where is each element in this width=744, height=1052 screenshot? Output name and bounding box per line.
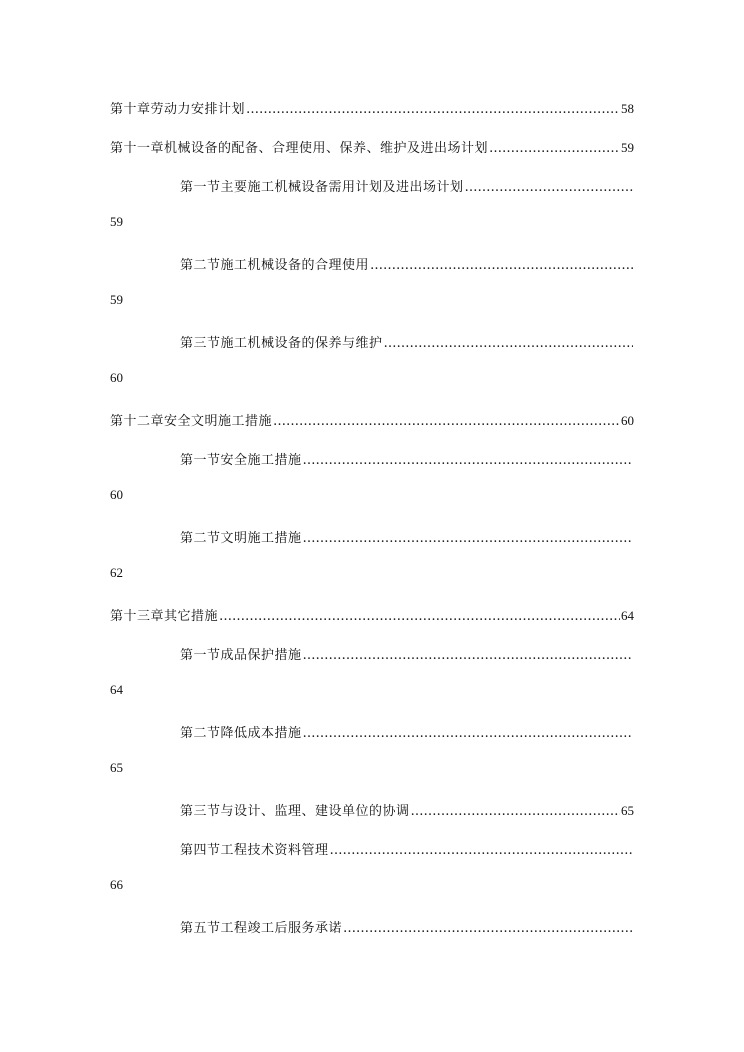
toc-leader-dots bbox=[219, 609, 620, 624]
toc-entry-chapter-12[interactable] bbox=[110, 409, 634, 429]
toc-entry-page: 58 bbox=[621, 101, 634, 116]
toc-entry-page-wrapped: 60 bbox=[110, 487, 123, 502]
toc-entry-page-wrapped: 60 bbox=[110, 370, 123, 385]
toc-entry-title: 第三节施工机械设备的保养与维护 bbox=[180, 336, 383, 351]
toc-entry-title: 第五节工程竣工后服务承诺 bbox=[180, 921, 343, 936]
toc-leader-dots bbox=[303, 531, 633, 546]
toc-entry-title: 第一节成品保护措施 bbox=[180, 648, 302, 663]
toc-leader-dots bbox=[273, 414, 620, 429]
toc-leader-dots bbox=[411, 804, 620, 819]
toc-entry-title: 第三节与设计、监理、建设单位的协调 bbox=[180, 804, 410, 819]
toc-entry-title: 第十章劳动力安排计划 bbox=[110, 102, 246, 117]
toc-entry-title: 第一节主要施工机械设备需用计划及进出场计划 bbox=[180, 180, 464, 195]
toc-entry-page-wrapped: 65 bbox=[110, 760, 123, 775]
toc-entry-section-13-2[interactable] bbox=[180, 721, 634, 741]
toc-entry-page-wrapped: 62 bbox=[110, 565, 123, 580]
toc-entry-title: 第四节工程技术资料管理 bbox=[180, 843, 329, 858]
toc-entry-page-wrapped: 66 bbox=[110, 877, 123, 892]
toc-entry-page-wrapped: 59 bbox=[110, 292, 123, 307]
toc-entry-title: 第二节文明施工措施 bbox=[180, 531, 302, 546]
toc-entry-title: 第十二章安全文明施工措施 bbox=[110, 414, 273, 429]
toc-leader-dots bbox=[246, 102, 620, 117]
toc-leader-dots bbox=[384, 336, 633, 351]
toc-leader-dots bbox=[303, 726, 633, 741]
toc-entry-title: 第二节降低成本措施 bbox=[180, 726, 302, 741]
toc-entry-section-11-2[interactable] bbox=[180, 253, 634, 273]
toc-entry-page: 65 bbox=[621, 803, 634, 818]
toc-entry-section-12-1[interactable] bbox=[180, 448, 634, 468]
toc-entry-section-13-3[interactable] bbox=[180, 799, 634, 819]
toc-entry-chapter-11[interactable] bbox=[110, 136, 634, 156]
toc-entry-page: 64 bbox=[621, 608, 634, 623]
toc-leader-dots bbox=[489, 141, 620, 156]
toc-leader-dots bbox=[465, 180, 633, 195]
toc-entry-section-11-3[interactable] bbox=[180, 331, 634, 351]
toc-entry-section-12-2[interactable] bbox=[180, 526, 634, 546]
toc-entry-page-wrapped: 64 bbox=[110, 682, 123, 697]
toc-leader-dots bbox=[303, 648, 633, 663]
toc-entry-chapter-13[interactable] bbox=[110, 604, 634, 624]
toc-entry-section-13-1[interactable] bbox=[180, 643, 634, 663]
toc-entry-section-13-5[interactable] bbox=[180, 916, 634, 936]
toc-entry-chapter-10[interactable] bbox=[110, 97, 634, 117]
toc-leader-dots bbox=[370, 258, 633, 273]
toc-entry-title: 第二节施工机械设备的合理使用 bbox=[180, 258, 370, 273]
toc-entry-section-13-4[interactable] bbox=[180, 838, 634, 858]
toc-leader-dots bbox=[303, 453, 633, 468]
toc-entry-title: 第一节安全施工措施 bbox=[180, 453, 302, 468]
toc-entry-page-wrapped: 59 bbox=[110, 214, 123, 229]
toc-entry-page: 59 bbox=[621, 140, 634, 155]
toc-entry-page: 60 bbox=[621, 413, 634, 428]
toc-leader-dots bbox=[343, 921, 633, 936]
toc-leader-dots bbox=[330, 843, 633, 858]
toc-entry-section-11-1[interactable] bbox=[180, 175, 634, 195]
toc-entry-title: 第十一章机械设备的配备、合理使用、保养、维护及进出场计划 bbox=[110, 141, 489, 156]
toc-entry-title: 第十三章其它措施 bbox=[110, 609, 219, 624]
